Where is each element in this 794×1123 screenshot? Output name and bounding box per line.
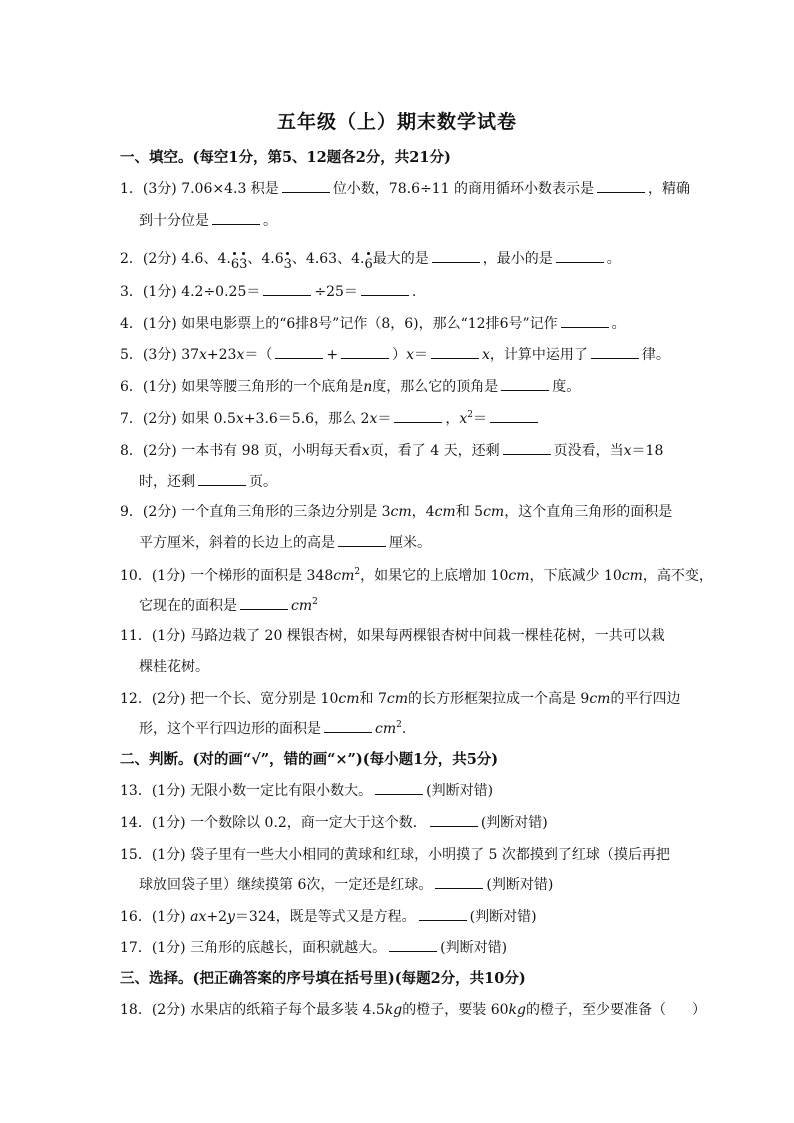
question-11: 11．(1分) 马路边栽了 20 棵银杏树，如果每两棵银杏树中间栽一棵桂花树，一共可以栽 bbox=[120, 628, 665, 644]
question-18: 18．(2分) 水果店的纸箱子每个最多装 4.5kg的橙子，要装 60kg的橙子，至少要准备（ ） bbox=[120, 1002, 706, 1018]
answer-blank[interactable] bbox=[430, 814, 478, 827]
question-10: 10．(1分) 一个梯形的面积是 $348cm^2$，如果它的上底增加 10cm，下底减少 10cm，高不变， bbox=[120, 567, 713, 584]
question-3: 3．(1分) 4.2÷0.25＝ ÷25＝ . bbox=[120, 284, 417, 300]
answer-blank[interactable] bbox=[556, 250, 604, 263]
answer-blank[interactable] bbox=[338, 534, 386, 547]
page-title: 五年级（上）期末数学试卷 bbox=[276, 111, 517, 133]
question-9: 9．(2分) 一个直角三角形的三条边分别是 3cm，4cm和 5cm，这个直角三角形的面积是 bbox=[120, 504, 673, 520]
answer-blank[interactable] bbox=[324, 720, 372, 733]
answer-blank[interactable] bbox=[501, 378, 549, 391]
question-9-cont: 平方厘米，斜着的长边上的高是 厘米。 bbox=[139, 535, 431, 551]
question-13: 13．(1分) 无限小数一定比有限小数大。 (判断对错) bbox=[120, 783, 494, 799]
question-4: 4．(1分) 如果电影票上的“6排8号”记作（8，6)，那么“12排6号”记作 。 bbox=[120, 316, 626, 332]
question-12: 12．(2分) 把一个长、宽分别是 10cm和 7cm的长方形框架拉成一个高是 9cm的平行四边 bbox=[120, 691, 681, 707]
answer-blank[interactable] bbox=[419, 908, 467, 921]
answer-blank[interactable] bbox=[240, 597, 288, 610]
answer-blank[interactable] bbox=[597, 180, 645, 193]
answer-blank[interactable] bbox=[375, 782, 423, 795]
answer-blank[interactable] bbox=[389, 939, 437, 952]
answer-blank[interactable] bbox=[503, 442, 551, 455]
answer-blank[interactable] bbox=[591, 346, 639, 359]
question-12-cont: 形，这个平行四边形的面积是 $cm^2$. bbox=[139, 720, 407, 737]
answer-blank[interactable] bbox=[263, 283, 311, 296]
answer-blank[interactable] bbox=[361, 283, 409, 296]
question-7: 7．(2分) 如果 0.5x+3.6＝5.6，那么 2x＝ ，$x^2=$ bbox=[120, 408, 541, 428]
question-17: 17．(1分) 三角形的底越长，面积就越大。 (判断对错) bbox=[120, 940, 508, 956]
answer-blank[interactable] bbox=[435, 876, 483, 889]
question-14: 14．(1分) 一个数除以 0.2，商一定大于这个数． (判断对错) bbox=[120, 815, 548, 831]
question-1-cont: 到十分位是 。 bbox=[139, 213, 277, 229]
question-15: 15．(1分) 袋子里有一些大小相同的黄球和红球，小明摸了 5 次都摸到了红球（摸后再把 bbox=[120, 847, 670, 863]
question-2: 2．(2分) 4.6、4.63、4.63、4.63、4.6最大的是 ，最小的是 。 bbox=[120, 251, 621, 272]
question-1: 1．(3分) 7.06×4.3 积是 位小数，78.6÷11 的商用循环小数表示是 ，精确 bbox=[120, 181, 690, 197]
question-10-cont: 它现在的面积是 $cm^2$ bbox=[139, 597, 318, 614]
section-1-heading: 一、填空。(每空1分，第5、12题各2分，共21分) bbox=[120, 149, 451, 166]
section-2-heading: 二、判断。(对的画“√”，错的画“×”)(每小题1分，共5分) bbox=[120, 751, 499, 768]
answer-blank[interactable] bbox=[490, 410, 538, 423]
section-3-heading: 三、选择。(把正确答案的序号填在括号里)(每题2分，共10分) bbox=[120, 970, 526, 987]
answer-blank[interactable] bbox=[394, 410, 442, 423]
question-11-cont: 棵桂花树。 bbox=[139, 659, 209, 675]
answer-blank[interactable] bbox=[561, 315, 609, 328]
question-8: 8．(2分) 一本书有 98 页，小明每天看x页，看了 4 天，还剩 页没看，当x＝18 bbox=[120, 443, 664, 459]
answer-blank[interactable] bbox=[282, 180, 330, 193]
question-8-cont: 时，还剩 页。 bbox=[139, 474, 277, 490]
answer-blank[interactable] bbox=[341, 346, 389, 359]
answer-blank[interactable] bbox=[198, 473, 246, 486]
answer-blank[interactable] bbox=[275, 346, 323, 359]
question-5: 5．(3分) 37x+23x＝（ + ）x＝ x，计算中运用了 律。 bbox=[120, 347, 670, 363]
answer-blank[interactable] bbox=[431, 346, 479, 359]
answer-blank[interactable] bbox=[432, 250, 480, 263]
question-15-cont: 球放回袋子里）继续摸第 6次，一定还是红球。 (判断对错) bbox=[139, 877, 554, 893]
answer-blank[interactable] bbox=[212, 212, 260, 225]
question-6: 6．(1分) 如果等腰三角形的一个底角是n度，那么它的顶角是 度。 bbox=[120, 379, 581, 395]
question-16: 16．(1分) ax+2y＝324，既是等式又是方程。 (判断对错) bbox=[120, 909, 537, 925]
